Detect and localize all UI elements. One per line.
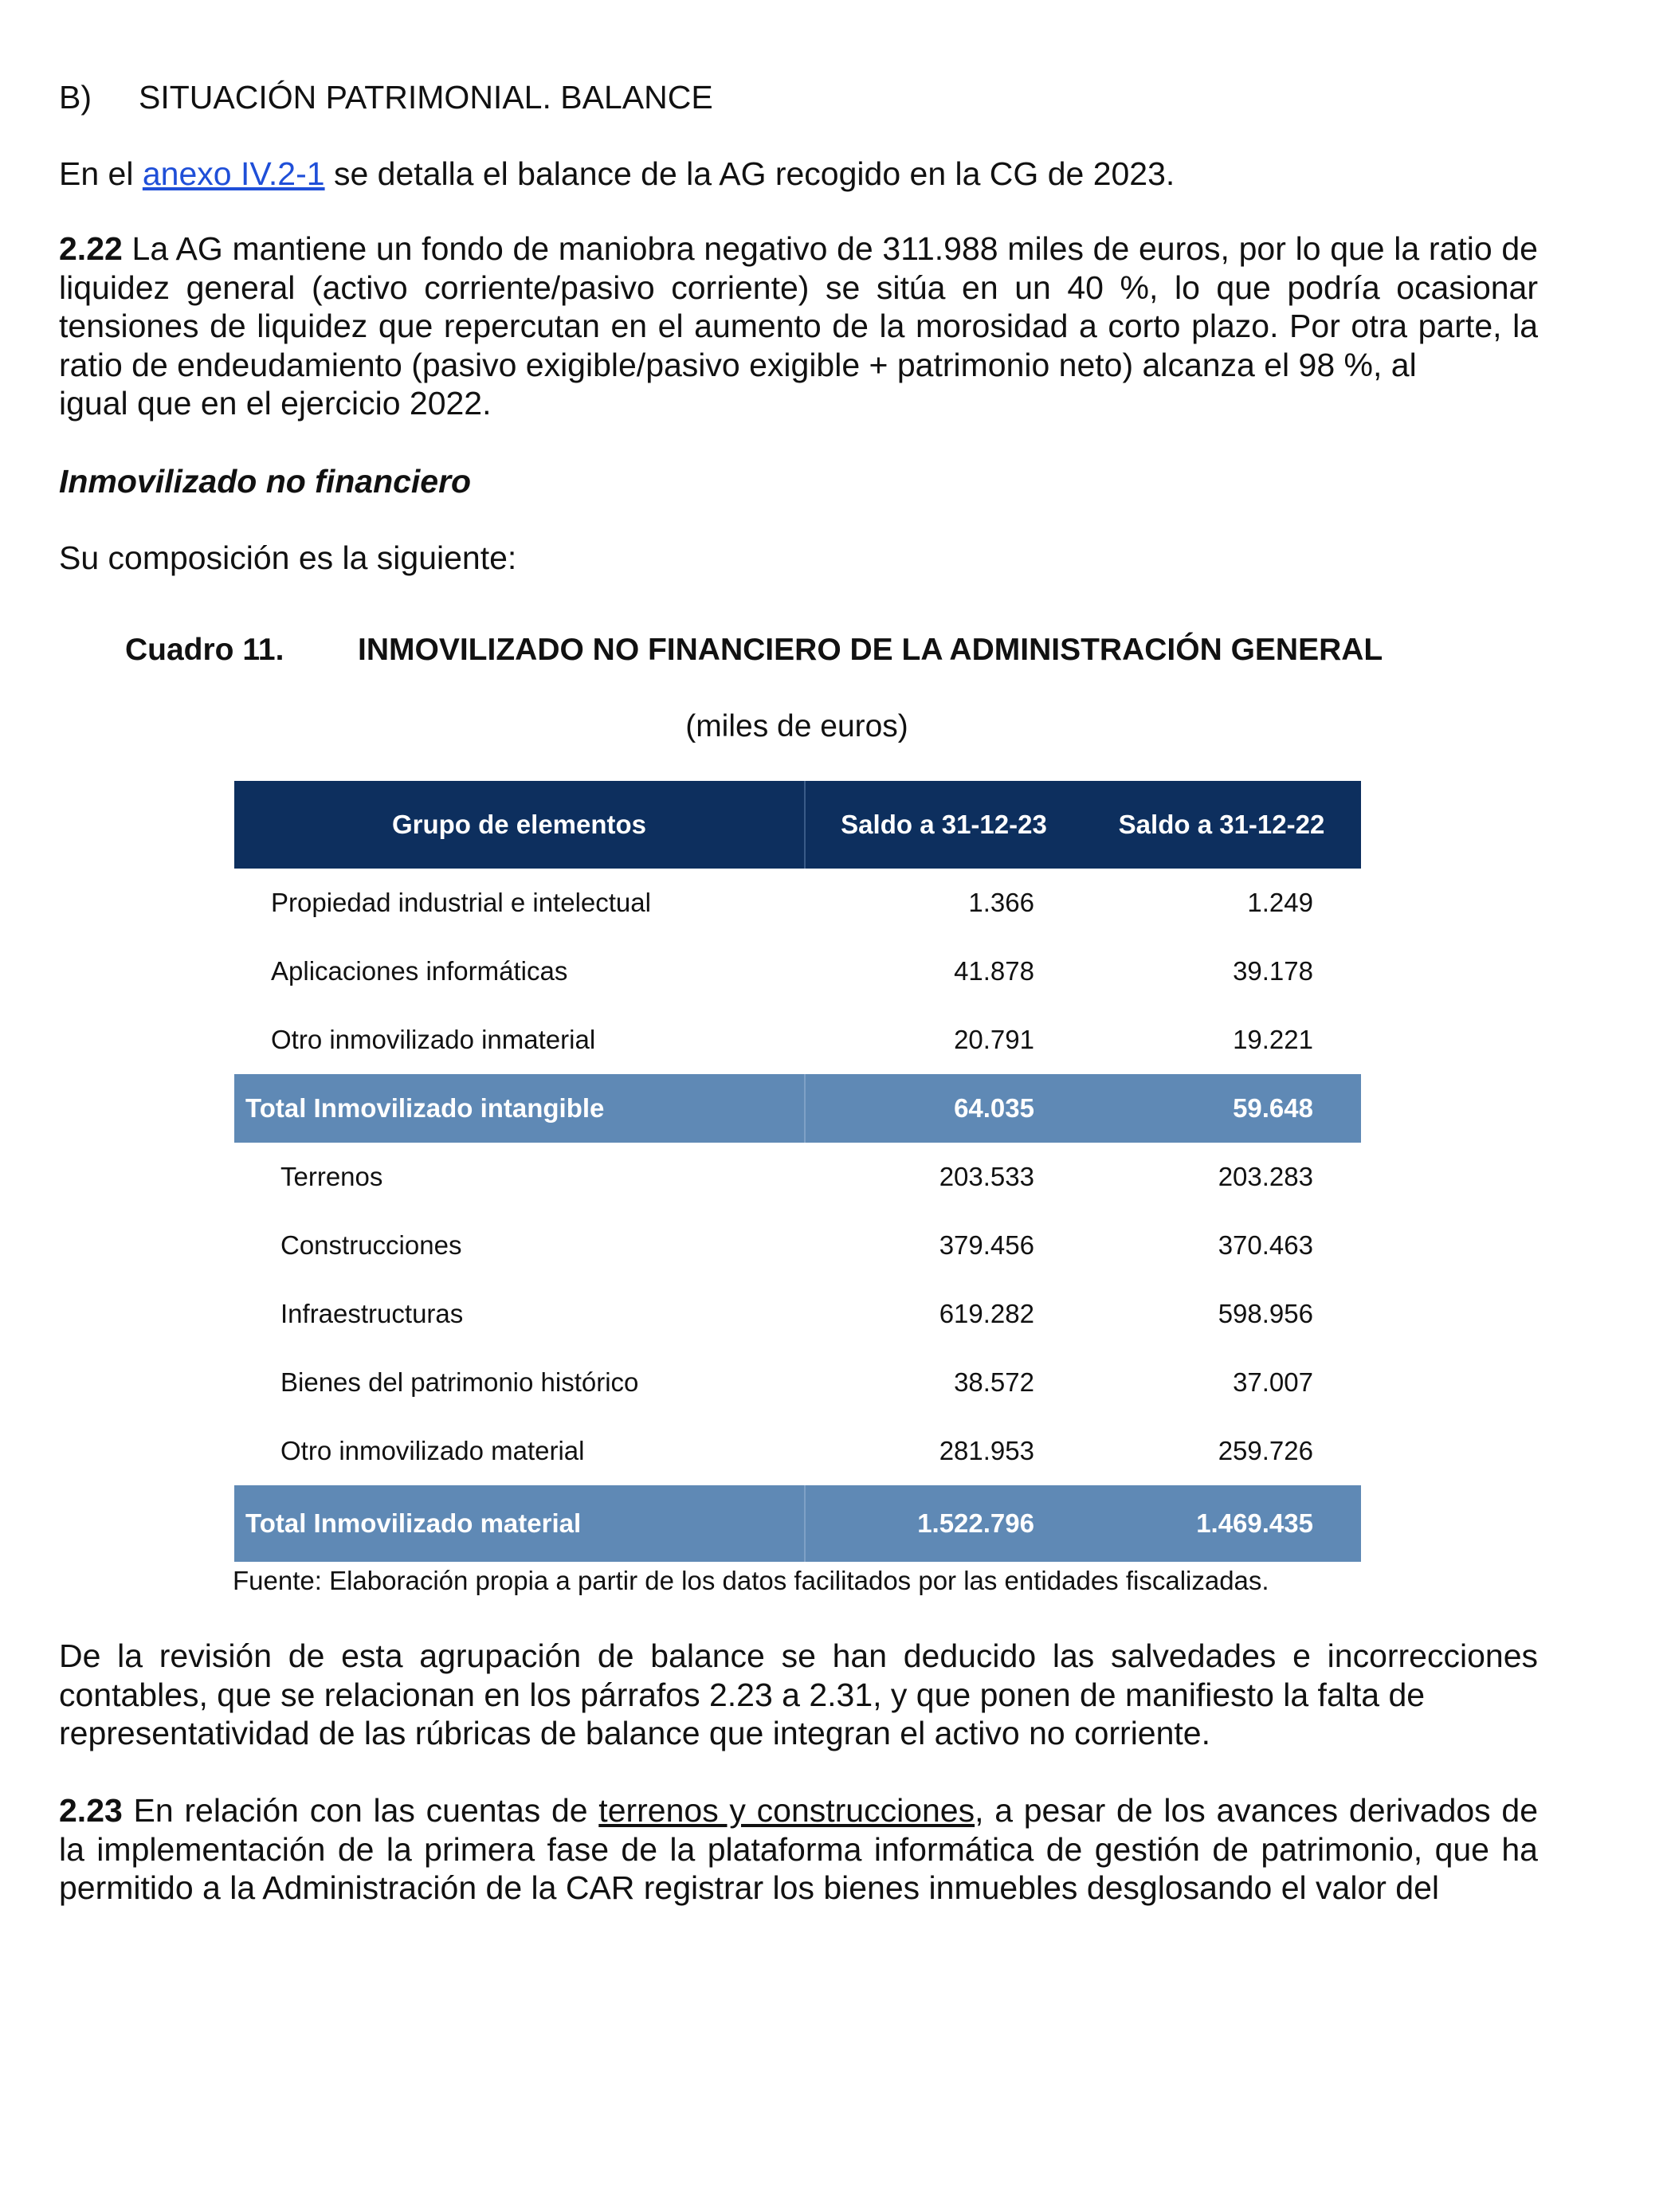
total-value-2022: 1.469.435 [1082, 1485, 1361, 1562]
header-balance-2022: Saldo a 31-12-22 [1082, 781, 1361, 869]
composition-sentence: Su composición es la siguiente: [59, 539, 517, 576]
paragraph-number: 2.22 [59, 230, 123, 267]
table-row [234, 1348, 1361, 1417]
row-value-2022: 39.178 [1233, 956, 1313, 986]
row-value-2023: 203.533 [939, 1162, 1034, 1191]
row-label: Bienes del patrimonio histórico [280, 1367, 639, 1397]
intro-paragraph [59, 153, 1175, 194]
row-label: Construcciones [280, 1230, 462, 1260]
review-paragraph [59, 1637, 1538, 1753]
total-value-2023: 64.035 [805, 1074, 1082, 1143]
total-material-row [234, 1485, 1361, 1562]
total-value-2022: 59.648 [1082, 1074, 1361, 1143]
table-row [234, 1211, 1361, 1280]
row-value-2022: 259.726 [1218, 1436, 1313, 1465]
table-row [234, 1006, 1361, 1074]
underlined-phrase: terrenos y construcciones [598, 1792, 975, 1829]
paragraph-last-line: representatividad de las rúbricas de balance que integran el activo no corriente. [59, 1715, 1210, 1751]
paragraph-last-line: igual que en el ejercicio 2022. [59, 385, 492, 422]
table-source-note: Fuente: Elaboración propia a partir de los datos facilitados por las entidades fiscalizadas. [233, 1566, 1269, 1595]
header-balance-2023: Saldo a 31-12-23 [805, 781, 1082, 869]
row-value-2022: 598.956 [1218, 1299, 1313, 1328]
fixed-assets-table [234, 781, 1361, 1562]
total-label: Total Inmovilizado material [234, 1485, 805, 1562]
row-value-2022: 19.221 [1233, 1025, 1313, 1054]
row-label: Otro inmovilizado inmaterial [271, 1025, 596, 1054]
row-value-2023: 20.791 [954, 1025, 1034, 1054]
caption-number: Cuadro 11. [125, 633, 284, 667]
row-value-2023: 281.953 [939, 1436, 1034, 1465]
paragraph-number: 2.23 [59, 1792, 123, 1829]
row-value-2022: 1.249 [1247, 888, 1313, 917]
section-heading [59, 76, 713, 118]
total-value-2023: 1.522.796 [805, 1485, 1082, 1562]
paragraph-text-before: En relación con las cuentas de [122, 1792, 599, 1829]
row-label: Aplicaciones informáticas [271, 956, 568, 986]
table-header-row [234, 781, 1361, 869]
table-caption [125, 629, 1383, 671]
row-value-2022: 203.283 [1218, 1162, 1313, 1191]
paragraph-body: De la revisión de esta agrupación de balance se han deducido las salvedades e incorrecciones contables, que se relacionan en los párrafos 2.23 a 2.31, y que ponen de manifiesto la falta de [59, 1637, 1538, 1713]
table-row [234, 1417, 1361, 1485]
row-value-2023: 619.282 [939, 1299, 1034, 1328]
subsection-heading: Inmovilizado no financiero [59, 463, 472, 500]
row-value-2023: 379.456 [939, 1230, 1034, 1260]
annex-link[interactable]: anexo IV.2-1 [142, 155, 325, 192]
section-title: SITUACIÓN PATRIMONIAL. BALANCE [139, 79, 713, 116]
row-value-2022: 37.007 [1233, 1367, 1313, 1397]
intro-text-after: se detalla el balance de la AG recogido en la CG de 2023. [324, 155, 1175, 192]
paragraph-body: La AG mantiene un fondo de maniobra negativo de 311.988 miles de euros, por lo que la ratio de liquidez general (activo corriente/pasivo corriente) se sitúa en un 40 %, lo que podría ocasionar tensiones de liquidez que repercutan en el aumento de la morosidad a corto plazo. Por otra parte, la ratio de endeudamiento (pasivo exigible/pasivo exigible + patrimonio neto) alcanza el 98 %, al [59, 230, 1538, 383]
table-row [234, 1143, 1361, 1211]
intro-text-before: En el [59, 155, 143, 192]
caption-title: INMOVILIZADO NO FINANCIERO DE LA ADMINISTRACIÓN GENERAL [358, 633, 1383, 667]
paragraph-text-after: , a pesar de los avances derivados de la implementación de la primera fase de la plataforma informática de gestión de patrimonio, que ha permitido a la Administración de la CAR registrar los bienes inmuebles desglosando el valor del [59, 1792, 1538, 1906]
total-intangible-row [234, 1074, 1361, 1143]
row-value-2023: 41.878 [954, 956, 1034, 986]
row-label: Propiedad industrial e intelectual [271, 888, 651, 917]
table-row [234, 1280, 1361, 1348]
row-label: Otro inmovilizado material [280, 1436, 585, 1465]
row-label: Infraestructuras [280, 1299, 464, 1328]
row-value-2022: 370.463 [1218, 1230, 1313, 1260]
section-letter: B) [59, 79, 92, 116]
row-label: Terrenos [280, 1162, 383, 1191]
table-row [234, 869, 1361, 937]
table-units: (miles de euros) [685, 709, 908, 743]
paragraph-2-23 [59, 1791, 1538, 1908]
paragraph-2-22 [59, 229, 1538, 423]
table-row [234, 937, 1361, 1006]
row-value-2023: 1.366 [968, 888, 1034, 917]
total-label: Total Inmovilizado intangible [234, 1074, 805, 1143]
row-value-2023: 38.572 [954, 1367, 1034, 1397]
header-group: Grupo de elementos [234, 781, 805, 869]
